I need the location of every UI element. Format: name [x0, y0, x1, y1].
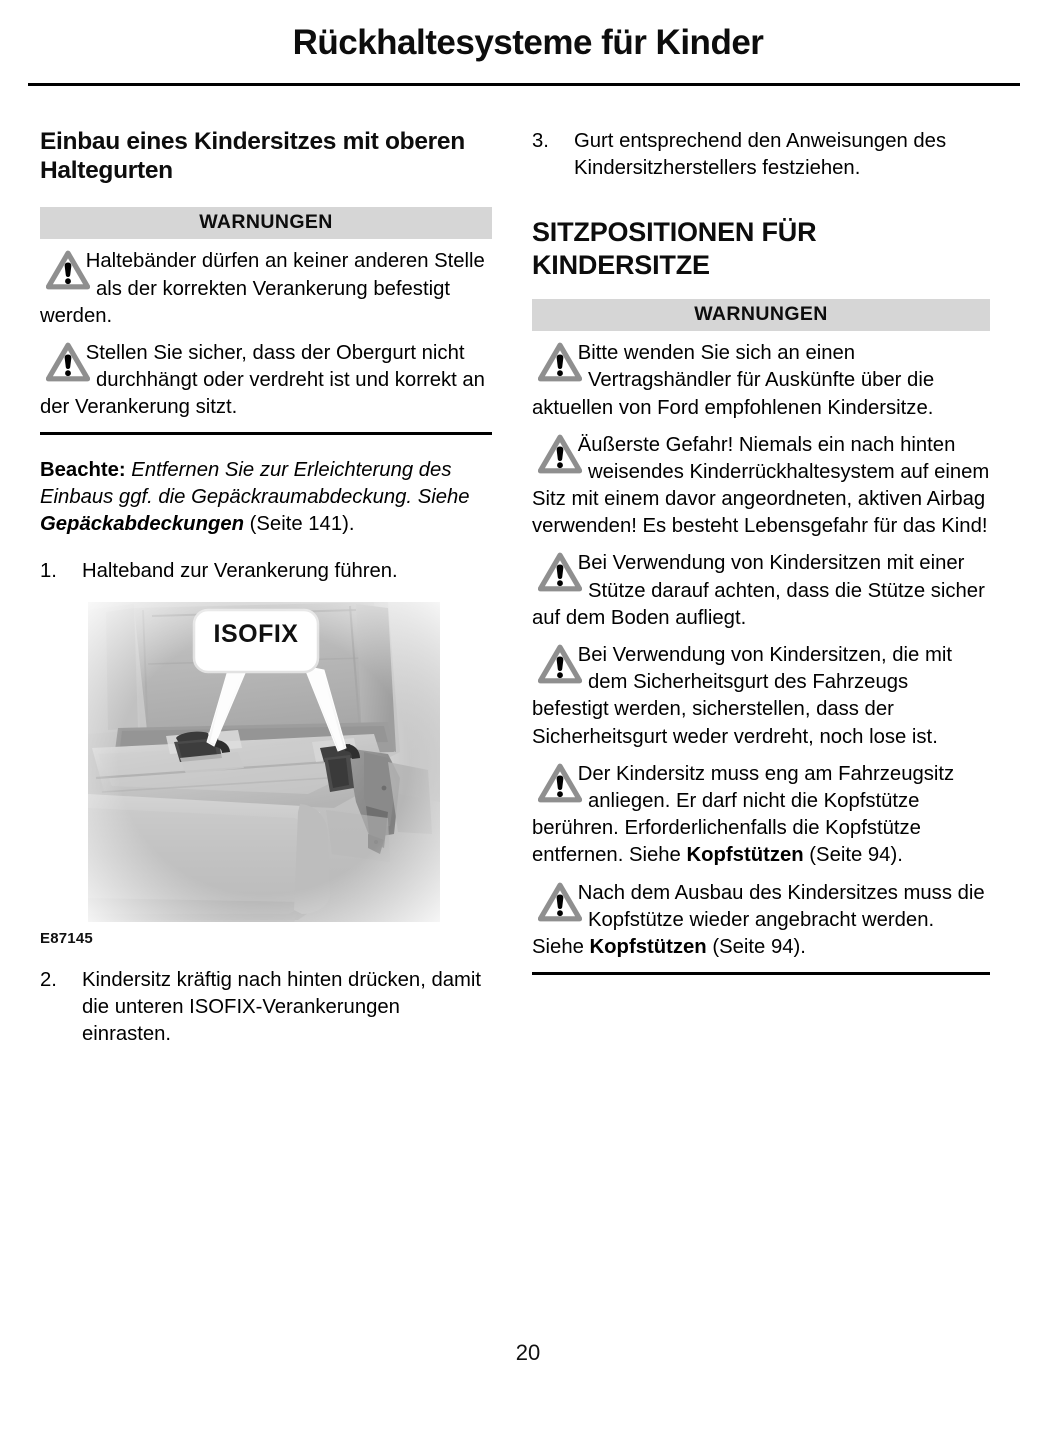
warning-triangle-icon — [538, 763, 582, 803]
step-text: Gurt entsprechend den Anweisungen des Kindersitzherstellers festziehen. — [574, 130, 947, 180]
step-number: 1. — [40, 560, 57, 583]
warning-text: Äußerste Gefahr! Niemals ein nach hinten weisendes Kinderrückhaltesystem auf einem Sitz mit einem davor angeordneten, aktiven Airbag verwenden! Es besteht Lebensgefahr für das Kind! — [532, 433, 990, 538]
header-divider — [28, 83, 1020, 86]
warning-item — [40, 340, 492, 422]
note-reference: Gepäckabdeckungen — [40, 513, 245, 536]
warning-item — [532, 432, 990, 541]
figure-caption: E87145 — [40, 929, 93, 947]
warnings-block-divider — [532, 972, 990, 975]
warning-triangle-icon — [538, 644, 582, 684]
step-number: 3. — [532, 130, 549, 152]
warning-item — [532, 340, 990, 422]
right-section-heading: SITZPOSITIONEN FÜR KINDERSITZE — [532, 217, 817, 280]
warning-item — [532, 880, 990, 962]
warning-item — [532, 642, 990, 751]
note-text-2: (Seite 141). — [244, 513, 355, 536]
warning-triangle-icon — [538, 882, 582, 922]
step-number: 2. — [40, 968, 57, 991]
isofix-figure — [40, 602, 492, 947]
warning-item — [532, 761, 990, 870]
warning-triangle-icon — [538, 552, 582, 592]
warning-text-part-2: (Seite 94). — [803, 844, 903, 867]
warning-triangle-icon — [538, 434, 582, 474]
left-column — [40, 128, 492, 1048]
warning-reference: Kopfstützen — [589, 935, 707, 958]
warning-item — [532, 550, 990, 632]
right-warnings-list — [532, 340, 990, 961]
step-text: Kindersitz kräftig nach hinten drücken, damit die unteren ISOFIX-Verankerungen einrasten. — [82, 968, 482, 1045]
right-column — [532, 128, 990, 975]
warning-text — [532, 882, 985, 958]
warnings-block-divider — [40, 432, 492, 435]
left-warnings-list — [40, 248, 492, 421]
warning-text: Stellen Sie sicher, dass der Obergurt nicht durchhängt oder verdreht ist und korrekt an der Verankerung sitzt. — [40, 341, 485, 419]
isofix-illustration — [88, 602, 440, 922]
warning-text-part-1: Der Kindersitz muss eng am Fahrzeugsitz anliegen. Er darf nicht die Kopfstütze berühren. Erforderlichenfalls die Kopfstütze entfernen. Siehe — [532, 762, 955, 867]
warning-item — [40, 248, 492, 330]
step-3 — [532, 128, 990, 182]
left-section-heading: Einbau eines Kindersitzes mit oberen Haltegurten — [40, 128, 465, 184]
warning-text — [532, 763, 954, 867]
step-text: Halteband zur Verankerung führen. — [82, 560, 398, 583]
right-warnings-block — [532, 299, 990, 975]
warning-text-part-1: Nach dem Ausbau des Kindersitzes muss die Kopfstütze wieder angebracht werden. Siehe — [532, 881, 985, 958]
left-warnings-block — [40, 207, 492, 435]
page-header — [28, 24, 1028, 63]
warning-text: Bitte wenden Sie sich an einen Vertragshändler für Auskünfte über die aktuellen von Ford empfohlenen Kindersitze. — [532, 342, 935, 419]
warning-triangle-icon — [538, 342, 582, 382]
warning-triangle-icon — [46, 342, 90, 382]
step-1 — [40, 558, 492, 585]
warnings-header-left: WARNUNGEN — [40, 207, 492, 239]
note-label: Beachte: — [40, 459, 126, 482]
warning-text: Haltebänder dürfen an keiner anderen Stelle als der korrekten Verankerung befestigt werden. — [40, 250, 485, 327]
warnings-header-right: WARNUNGEN — [532, 299, 990, 331]
note-text-1: Entfernen Sie zur Erleichterung des Einbaus ggf. die Gepäckraumabdeckung. Siehe — [40, 459, 470, 509]
warning-triangle-icon — [46, 250, 90, 290]
warning-reference: Kopfstützen — [686, 844, 804, 867]
page-number: 20 — [515, 1340, 541, 1365]
warning-text: Bei Verwendung von Kindersitzen mit einer Stütze darauf achten, dass die Stütze sicher auf dem Boden aufliegt. — [532, 552, 985, 629]
page-title: Rückhaltesysteme für Kinder — [292, 23, 764, 62]
isofix-callout-label: ISOFIX — [213, 619, 299, 648]
note-paragraph — [40, 457, 492, 538]
step-2 — [40, 967, 492, 1049]
warning-text: Bei Verwendung von Kindersitzen, die mit dem Sicherheitsgurt des Fahrzeugs befestigt werden, sicherstellen, dass der Sicherheitsgurt weder verdreht, noch lose ist. — [532, 644, 952, 748]
warning-text-part-2: (Seite 94). — [706, 935, 806, 958]
